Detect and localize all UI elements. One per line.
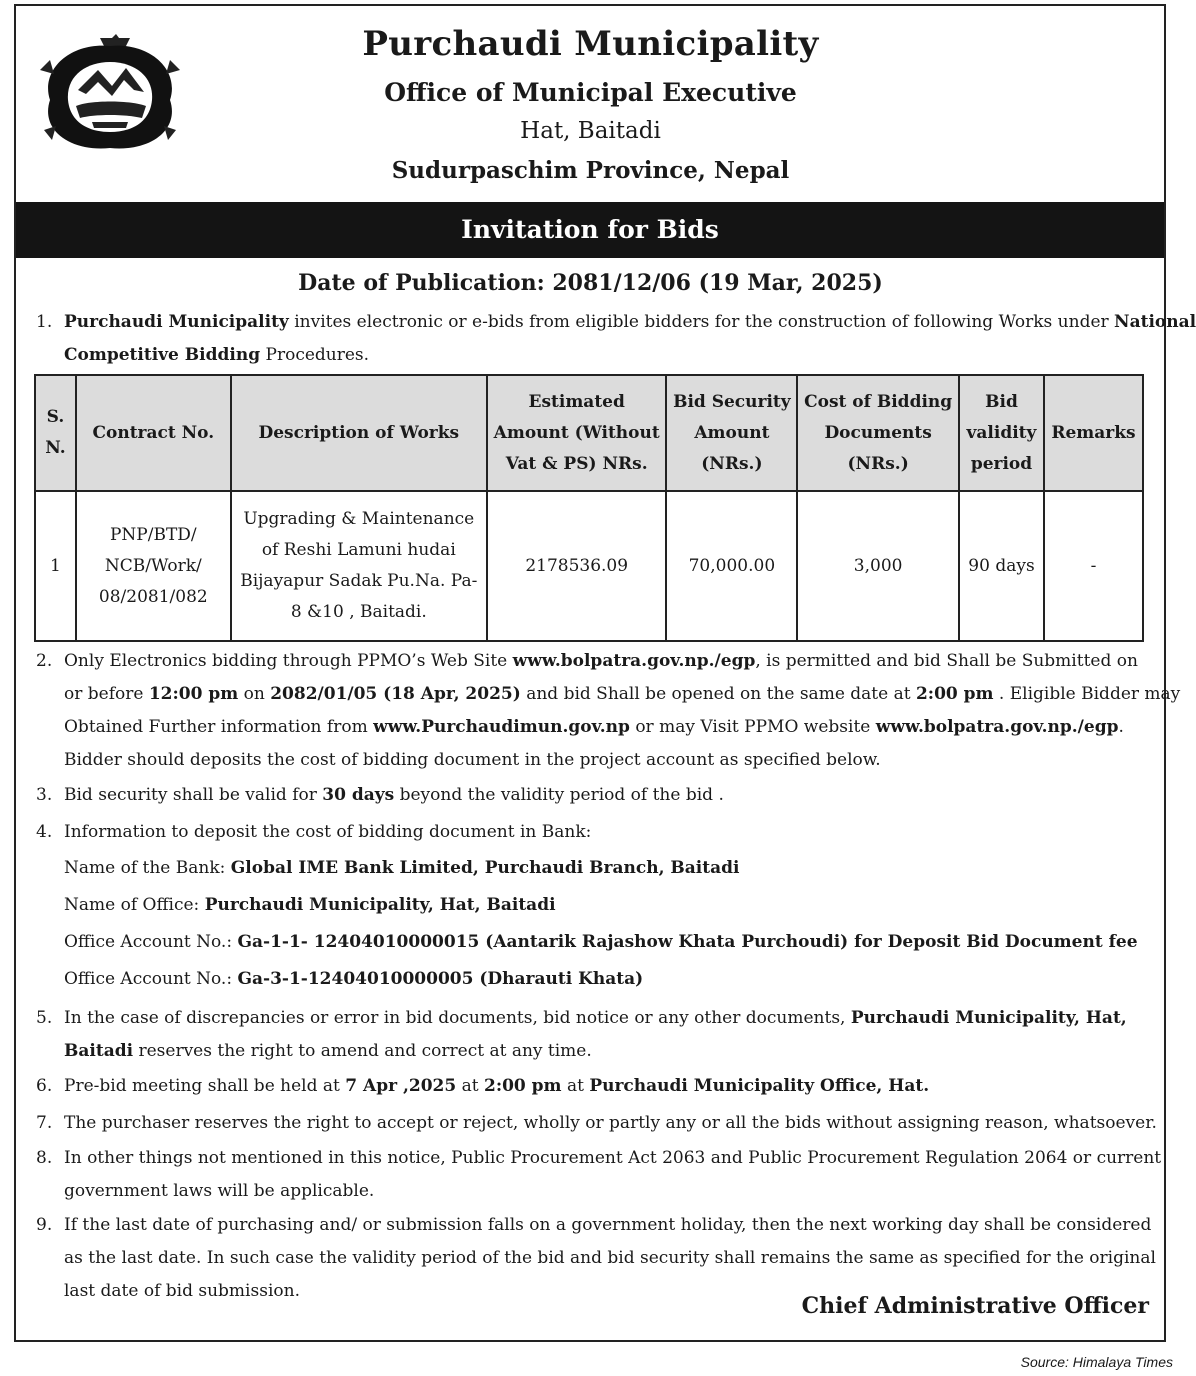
- clause-text: . Eligible Bidder may: [993, 684, 1181, 704]
- bold-text: Purchaudi Municipality, Hat,: [850, 1008, 1127, 1028]
- clause-text: Only Electronics bidding through PPMO’s Web Site: [64, 651, 513, 671]
- clause-text: reserves the right to amend and correct at any time.: [133, 1041, 592, 1061]
- table-row: [35, 491, 1143, 641]
- clause-text: The purchaser reserves the right to accept or reject, wholly or partly any or all the bids without assigning reason, whatsoever.: [64, 1113, 1157, 1133]
- cell-estimated-amount: 2178536.09: [487, 491, 667, 641]
- field-label: Office Account No.:: [64, 969, 238, 989]
- field-value: Ga-3-1-12404010000005 (Dharauti Khata): [237, 969, 644, 989]
- clause-text: at: [561, 1076, 590, 1096]
- col-header-bid-security: Bid Security Amount (NRs.): [666, 375, 797, 491]
- clause-text: In other things not mentioned in this notice, Public Procurement Act 2063 and Public Procurement Regulation 2064 or current: [64, 1148, 1162, 1168]
- table-header-row: [35, 375, 1143, 491]
- col-header-remarks: Remarks: [1044, 375, 1143, 491]
- clause-number: 6.: [36, 1076, 53, 1096]
- field-value: Global IME Bank Limited, Purchaudi Branch, Baitadi: [230, 858, 740, 878]
- clause-number: 4.: [36, 822, 53, 842]
- clause-number: 2.: [36, 651, 53, 671]
- clause-8: [36, 1142, 1162, 1208]
- cell-cost-of-documents: 3,000: [797, 491, 959, 641]
- clause-text: Bid security shall be valid for: [64, 785, 323, 805]
- source-credit: Source: Himalaya Times: [1020, 1354, 1173, 1370]
- field-label: Office Account No.:: [64, 932, 238, 952]
- clause-3: [36, 779, 1148, 812]
- bold-text: 2:00 pm: [483, 1076, 562, 1096]
- invitation-banner: Invitation for Bids: [16, 202, 1164, 258]
- clause-text: , is permitted and bid Shall be Submitted on: [755, 651, 1138, 671]
- clause-text: or may Visit PPMO website: [629, 717, 876, 737]
- clause-2: [36, 645, 1181, 777]
- col-header-validity: Bid validity period: [959, 375, 1044, 491]
- col-header-description: Description of Works: [231, 375, 487, 491]
- cell-remarks: -: [1044, 491, 1143, 641]
- bid-works-table: [34, 374, 1144, 642]
- account-2-line: [64, 969, 643, 989]
- ppmo-website-link[interactable]: www.bolpatra.gov.np./egp: [875, 717, 1119, 737]
- field-label: Name of Office:: [64, 895, 205, 915]
- clause-4: [36, 816, 1148, 849]
- field-value: Ga-1-1- 12404010000015 (Aantarik Rajashow Khata Purchoudi) for Deposit Bid Document fee: [237, 932, 1138, 952]
- clause-text: government laws will be applicable.: [64, 1181, 375, 1201]
- clause-text: and bid Shall be opened on the same date at: [520, 684, 916, 704]
- clause-number: 9.: [36, 1215, 53, 1235]
- bold-text: Purchaudi Municipality: [64, 312, 289, 332]
- col-header-contract: Contract No.: [76, 375, 231, 491]
- publication-date: Date of Publication: 2081/12/06 (19 Mar, 2025): [298, 270, 883, 296]
- clause-text: at: [456, 1076, 484, 1096]
- municipality-title: Purchaudi Municipality: [362, 24, 819, 64]
- office-name: Office of Municipal Executive: [384, 78, 797, 107]
- clause-5: [36, 1002, 1148, 1068]
- cell-contract: PNP/BTD/ NCB/Work/ 08/2081/082: [76, 491, 231, 641]
- bold-text: Competitive Bidding: [64, 345, 261, 365]
- bold-text: 7 Apr ,2025: [345, 1076, 457, 1096]
- clause-text: last date of bid submission.: [64, 1281, 300, 1301]
- account-1-line: [64, 932, 1138, 952]
- bold-text: 2082/01/05 (18 Apr, 2025): [270, 684, 521, 704]
- bold-text: Baitadi: [64, 1041, 134, 1061]
- bold-text: 12:00 pm: [148, 684, 239, 704]
- cell-validity: 90 days: [959, 491, 1044, 641]
- province-name: Sudurpaschim Province, Nepal: [391, 157, 790, 184]
- bold-text: 30 days: [322, 785, 395, 805]
- bold-text: Purchaudi Municipality Office, Hat.: [589, 1076, 930, 1096]
- clause-1: [36, 306, 1196, 372]
- bold-text: National: [1114, 312, 1196, 332]
- clause-number: 5.: [36, 1008, 53, 1028]
- cell-sn: 1: [35, 491, 76, 641]
- clause-text: as the last date. In such case the validity period of the bid and bid security shall remains the same as specified for the original: [64, 1248, 1156, 1268]
- clause-text: Procedures.: [260, 345, 370, 365]
- clause-text: .: [1118, 717, 1124, 737]
- clause-number: 1.: [36, 312, 53, 332]
- field-label: Name of the Bank:: [64, 858, 231, 878]
- cell-bid-security: 70,000.00: [666, 491, 797, 641]
- clause-text: on: [238, 684, 271, 704]
- bank-name-line: [64, 858, 739, 878]
- col-header-sn: S. N.: [35, 375, 76, 491]
- clause-text: or before: [64, 684, 149, 704]
- signatory-title: Chief Administrative Officer: [801, 1293, 1149, 1319]
- clause-7: [36, 1107, 1157, 1140]
- cell-description: Upgrading & Maintenance of Reshi Lamuni hudai Bijayapur Sadak Pu.Na. Pa-8 &10 , Baitadi.: [231, 491, 487, 641]
- clause-text: invites electronic or e-bids from eligible bidders for the construction of following Works under: [288, 312, 1115, 332]
- clause-number: 3.: [36, 785, 53, 805]
- office-name-line: [64, 895, 556, 915]
- municipality-website-link[interactable]: www.Purchaudimun.gov.np: [373, 717, 630, 737]
- clause-text: Pre-bid meeting shall be held at: [64, 1076, 346, 1096]
- clause-number: 7.: [36, 1113, 53, 1133]
- office-location: Hat, Baitadi: [520, 118, 661, 144]
- col-header-estimated-amount: Estimated Amount (Without Vat & PS) NRs.: [487, 375, 667, 491]
- clause-text: If the last date of purchasing and/ or submission falls on a government holiday, then the next working day shall be considered: [64, 1215, 1152, 1235]
- bold-text: 2:00 pm: [915, 684, 994, 704]
- clause-text: Information to deposit the cost of bidding document in Bank:: [64, 822, 592, 842]
- clause-6: [36, 1070, 1148, 1103]
- field-value: Purchaudi Municipality, Hat, Baitadi: [204, 895, 556, 915]
- clause-number: 8.: [36, 1148, 53, 1168]
- ppmo-website-link[interactable]: www.bolpatra.gov.np./egp: [512, 651, 756, 671]
- clause-text: Obtained Further information from: [64, 717, 374, 737]
- clause-text: In the case of discrepancies or error in bid documents, bid notice or any other documents,: [64, 1008, 851, 1028]
- clause-text: Bidder should deposits the cost of bidding document in the project account as specified below.: [64, 750, 881, 770]
- clause-text: beyond the validity period of the bid .: [394, 785, 724, 805]
- col-header-cost-of-documents: Cost of Bidding Documents (NRs.): [797, 375, 959, 491]
